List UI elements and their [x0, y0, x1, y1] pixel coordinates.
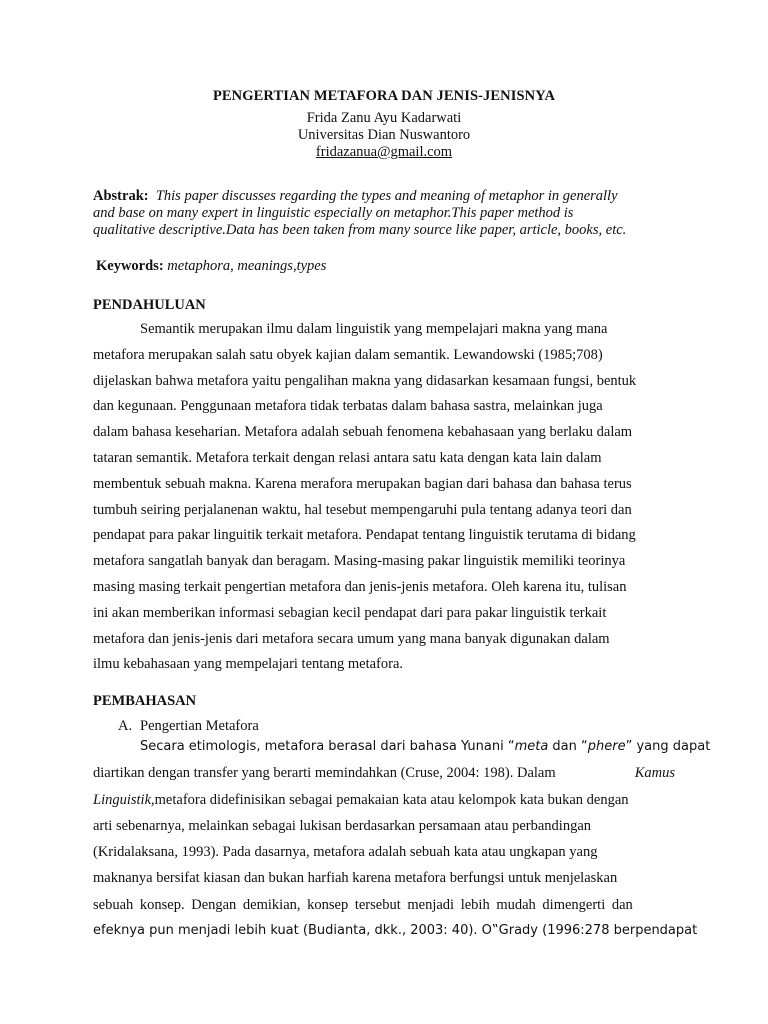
paragraph-line: metafora dan jenis-jenis dari metafora secara umum yang mana banyak digunakan dalam — [93, 630, 610, 647]
abstract — [93, 188, 683, 239]
paragraph-line — [93, 787, 675, 813]
section-heading-pendahuluan: PENDAHULUAN — [93, 297, 206, 313]
subsection-letter: A. — [118, 718, 133, 734]
paragraph-line: pendapat para pakar linguitik terkait metafora. Pendapat tentang linguistik terutama di bidang — [93, 527, 636, 544]
paragraph-line: dijelaskan bahwa metafora yaitu pengalihan makna yang didasarkan kesamaan fungsi, bentuk — [93, 372, 637, 389]
paragraph-line — [93, 760, 675, 786]
keywords-value: metaphora, meanings,types — [167, 258, 327, 274]
paragraph-line: (Kridalaksana, 1993). Pada dasarnya, metafora adalah sebuah kata atau ungkapan yang — [93, 844, 598, 861]
paragraph-line: dan kegunaan. Penggunaan metafora tidak terbatas dalam bahasa sastra, melainkan juga — [93, 398, 603, 415]
abstract-line: qualitative descriptive.Data has been taken from many source like paper, article, books, etc. — [93, 222, 627, 238]
text-run: diartikan dengan transfer yang berarti memindahkan (Cruse, 2004: 198). Dalam — [93, 765, 556, 782]
paragraph-line: metafora merupakan salah satu obyek kajian dalam semantik. Lewandowski (1985;708) — [93, 346, 603, 363]
author-name: Frida Zanu Ayu Kadarwati — [306, 110, 462, 126]
text-run: metafora didefinisikan sebagai pemakaian kata atau kelompok kata bukan dengan — [154, 791, 629, 808]
subsection-title: Pengertian Metafora — [140, 718, 259, 734]
keywords-label: Keywords: — [96, 258, 164, 274]
italic-term: Kamus — [634, 765, 675, 782]
text-run: dan “ — [548, 739, 588, 754]
paragraph-line: masing masing terkait pengertian metafora dan jenis-jenis metafora. Oleh karena itu, tulisan — [93, 578, 627, 595]
paragraph-line: tumbuh seiring perjalanenan waktu, hal tesebut mempengaruhi pula tentang adanya teori dan — [93, 501, 632, 518]
paragraph-line: maknanya bersifat kiasan dan bukan harfiah karena metafora berfungsi untuk menjelaskan — [93, 870, 618, 887]
abstract-line: and base on many expert in linguistic especially on metaphor.This paper method is — [93, 205, 574, 221]
italic-term: meta — [514, 739, 549, 754]
author-block — [0, 110, 768, 161]
paragraph-line: metafora sangatlah banyak dan beragam. Masing-masing pakar linguistik memiliki teorinya — [93, 553, 626, 570]
paragraph-line: membentuk sebuah makna. Karena merafora merupakan bagian dari bahasa dan bahasa terus — [93, 475, 632, 492]
italic-term: Linguistik, — [93, 791, 155, 808]
paragraph-line: tataran semantik. Metafora terkait dengan relasi antara satu kata dengan kata lain dalam — [93, 449, 602, 466]
paragraph-line: ilmu kebahasaan yang mempelajari tentang metafora. — [93, 656, 404, 673]
paragraph-line: arti sebenarnya, melainkan sebagai lukisan berdasarkan persamaan atau perbandingan — [93, 817, 592, 834]
subsection-heading — [118, 718, 259, 735]
keywords — [96, 258, 686, 275]
section-heading-pembahasan: PEMBAHASAN — [93, 693, 197, 709]
pembahasan-paragraph — [93, 734, 711, 944]
paragraph-line: Semantik merupakan ilmu dalam linguistik yang mempelajari makna yang mana — [140, 321, 608, 337]
italic-term: phere — [587, 739, 626, 754]
paragraph-line: sebuah konsep. Dengan demikian, konsep tersebut menjadi lebih mudah dimengerti dan — [93, 896, 633, 913]
paragraph-line: ini akan memberikan informasi sebagian kecil pendapat dari para pakar linguistik terkait — [93, 604, 607, 621]
abstract-line: This paper discusses regarding the types and meaning of metaphor in generally — [155, 188, 618, 204]
author-affiliation: Universitas Dian Nuswantoro — [297, 127, 471, 143]
text-run: Secara etimologis, metafora berasal dari bahasa Yunani “ — [140, 739, 515, 754]
author-email-link[interactable]: fridazanua@gmail.com — [315, 144, 453, 160]
paragraph-line — [93, 734, 711, 760]
paragraph-line: efeknya pun menjadi lebih kuat (Budianta, dkk., 2003: 40). O‟Grady (1996:278 berpendapat — [93, 923, 698, 939]
paragraph-line: dalam bahasa keseharian. Metafora adalah sebuah fenomena kebahasaan yang berlaku dalam — [93, 424, 633, 441]
text-run: ” yang dapat — [625, 739, 711, 754]
paper-title: PENGERTIAN METAFORA DAN JENIS-JENISNYA — [212, 88, 556, 104]
pendahuluan-paragraph — [93, 317, 675, 678]
abstract-label: Abstrak: — [93, 188, 149, 204]
